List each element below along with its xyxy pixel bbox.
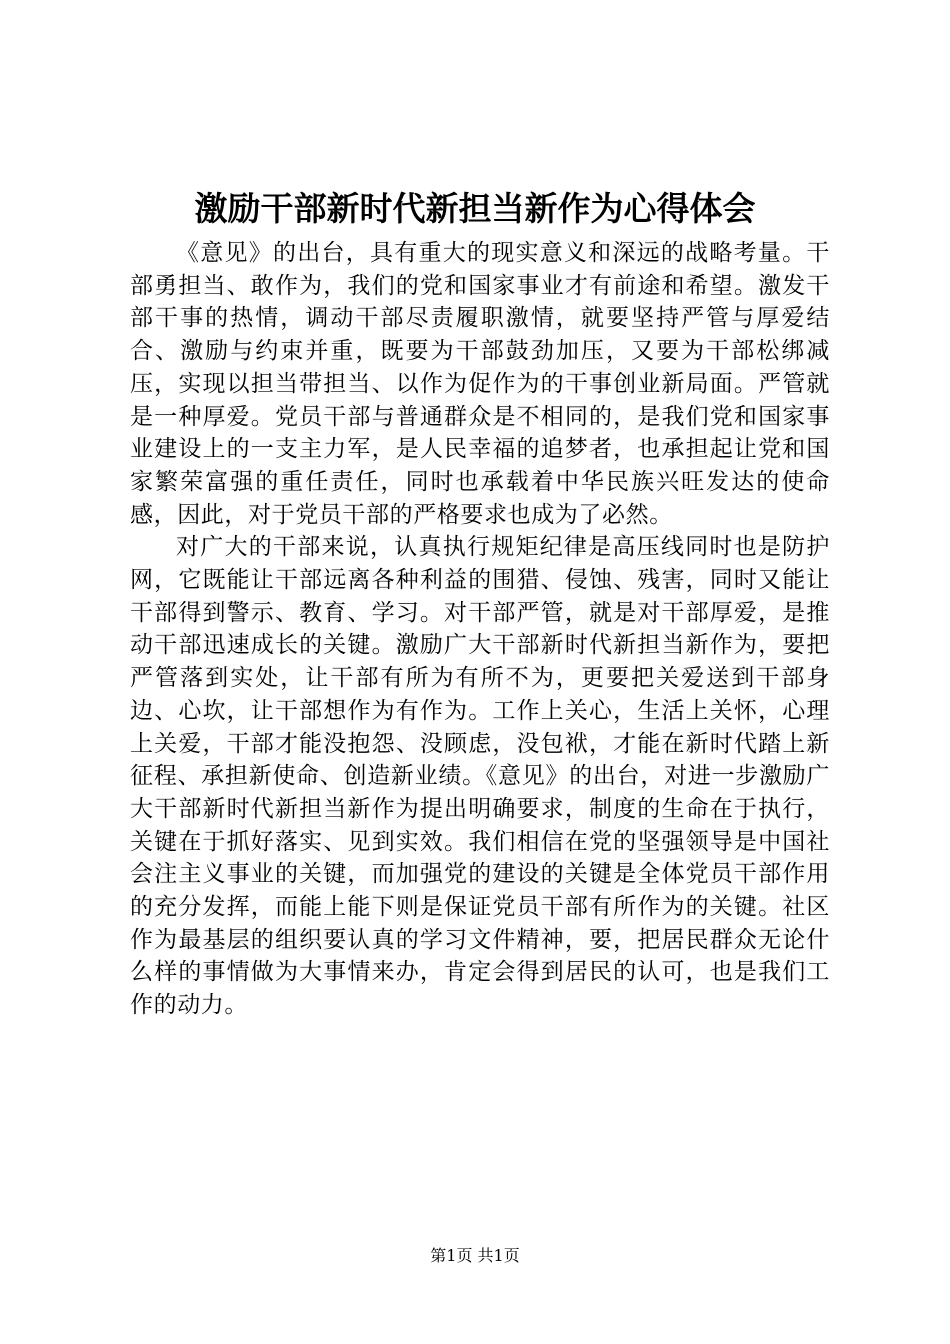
paragraph-1: 《意见》的出台，具有重大的现实意义和深远的战略考量。干部勇担当、敢作为，我们的党和国家事业才有前途和希望。激发干部干事的热情，调动干部尽责履职激情，就要坚持严管与厚爱结合、激励与约束并重，既要为干部鼓劲加压，又要为干部松绑减压，实现以担当带担当、以作为促作为的干事创业新局面。严管就是一种厚爱。党员干部与普通群众是不相同的，是我们党和国家事业建设上的一支主力军，是人民幸福的追梦者，也承担起让党和国家繁荣富强的重任责任，同时也承载着中华民族兴旺发达的使命感，因此，对于党员干部的严格要求也成为了必然。 bbox=[130, 240, 830, 528]
page-number-footer: 第1页 共1页 bbox=[430, 1246, 520, 1265]
paragraph-2: 对广大的干部来说，认真执行规矩纪律是高压线同时也是防护网，它既能让干部远离各种利益的围猎、侵蚀、残害，同时又能让干部得到警示、教育、学习。对干部严管，就是对干部厚爱，是推动干部迅速成长的关键。激励广大干部新时代新担当新作为，要把严管落到实处，让干部有所为有所不为，更要把关爱送到干部身边、心坎，让干部想作为有作为。工作上关心，生活上关怀，心理上关爱，干部才能没抱怨、没顾虑，没包袱，才能在新时代踏上新征程、承担新使命、创造新业绩。《意见》的出台，对进一步激励广大干部新时代新担当新作为提出明确要求，制度的生命在于执行，关键在于抓好落实、见到实效。我们相信在党的坚强领导是中国社会注主义事业的关键，而加强党的建设的关键是全体党员干部作用的充分发挥，而能上能下则是保证党员干部有所作为的关键。社区作为最基层的组织要认真的学习文件精神，要，把居民群众无论什么样的事情做为大事情来办，肯定会得到居民的认可，也是我们工作的动力。 bbox=[130, 534, 830, 1019]
document-title: 激励干部新时代新担当新作为心得体会 bbox=[194, 189, 756, 228]
document-body bbox=[130, 237, 830, 1022]
